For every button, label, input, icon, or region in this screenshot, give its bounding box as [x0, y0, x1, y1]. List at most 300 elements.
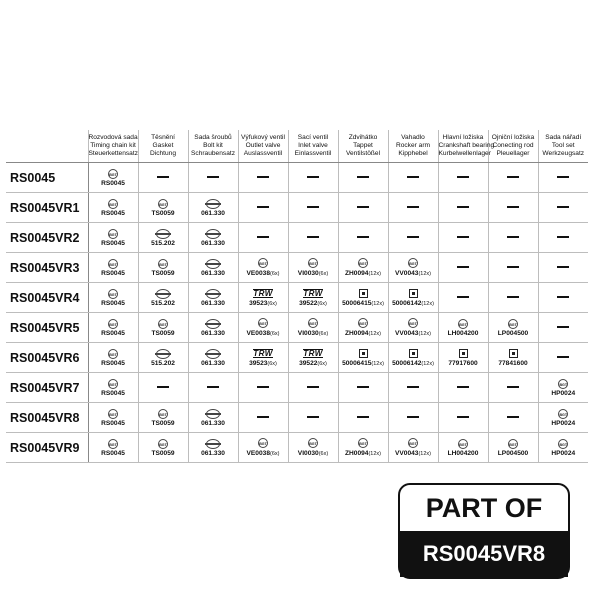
logo-slot — [206, 348, 220, 359]
part-entry — [389, 253, 438, 282]
empty-cell — [388, 223, 438, 253]
empty-cell — [238, 223, 288, 253]
logo-slot — [108, 348, 118, 359]
part-number — [448, 360, 477, 367]
bgt-logo-icon: BGT — [108, 229, 118, 239]
dash-icon — [207, 386, 219, 388]
bgt-logo-icon: BGT — [508, 319, 518, 329]
table-row — [6, 313, 588, 343]
empty-cell — [538, 163, 588, 193]
part-number-text: VE0038 — [246, 449, 270, 457]
part-entry — [89, 433, 138, 462]
part-of-badge — [398, 483, 570, 579]
part-entry — [189, 283, 238, 312]
bgt-logo-icon: BGT — [158, 319, 168, 329]
kit-name: RS0045VR2 — [6, 223, 88, 253]
part-number-text: HP0024 — [551, 450, 576, 457]
nissan-logo-icon — [156, 289, 170, 299]
part-cell — [238, 433, 288, 463]
part-cell — [238, 343, 288, 373]
empty-cell — [538, 253, 588, 283]
bgt-logo-icon: BGT — [258, 318, 268, 328]
empty-cell — [538, 283, 588, 313]
column-header-line: Rocker arm — [395, 142, 431, 149]
part-cell — [138, 433, 188, 463]
logo-slot — [158, 408, 168, 419]
nissan-logo-icon — [206, 289, 220, 299]
logo-slot — [158, 438, 168, 449]
bgt-logo-icon: BGT — [108, 319, 118, 329]
part-number-text: ZH0094 — [345, 329, 369, 337]
part-number — [345, 270, 381, 278]
trw-logo-icon: TRW — [253, 348, 273, 358]
part-quantity: (12x) — [368, 270, 381, 277]
column-header-line: Tappet — [353, 142, 373, 149]
column-header-line: Těsnění — [151, 134, 175, 141]
ina-logo-icon — [409, 289, 418, 298]
table-row — [6, 283, 588, 313]
dash-icon — [407, 386, 419, 388]
dash-icon — [307, 206, 319, 208]
part-cell — [238, 253, 288, 283]
part-cell — [288, 343, 338, 373]
part-entry — [189, 403, 238, 432]
dash-icon — [407, 176, 419, 178]
part-number — [151, 450, 174, 457]
part-entry — [189, 313, 238, 342]
column-header-line: Zdvihátko — [348, 134, 378, 141]
part-number — [201, 330, 225, 337]
part-quantity: (6x) — [267, 300, 277, 307]
bgt-logo-icon: BGT — [158, 409, 168, 419]
empty-cell — [188, 373, 238, 403]
part-number — [498, 360, 527, 367]
part-cell — [88, 223, 138, 253]
column-header-line: Werkzeugsatz — [542, 150, 585, 157]
empty-cell — [538, 193, 588, 223]
part-number-text: LP004500 — [497, 450, 529, 457]
empty-cell — [238, 193, 288, 223]
logo-slot — [303, 288, 323, 299]
logo-slot — [158, 198, 168, 209]
part-number — [298, 330, 328, 338]
column-header — [388, 130, 438, 163]
part-cell — [188, 313, 238, 343]
table-row — [6, 433, 588, 463]
bgt-logo-icon: BGT — [358, 318, 368, 328]
part-entry — [89, 343, 138, 372]
column-header-line: Sada šroubů — [194, 134, 232, 141]
part-number — [101, 210, 125, 217]
part-cell — [188, 343, 238, 373]
part-entry — [339, 313, 388, 342]
part-entry — [289, 433, 338, 462]
part-number-text: RS0045 — [101, 360, 125, 367]
part-entry — [289, 283, 338, 312]
part-number-text: VV0043 — [395, 269, 419, 277]
part-entry — [439, 343, 488, 372]
part-number — [151, 420, 174, 427]
logo-slot — [108, 378, 118, 389]
part-quantity: (12x) — [371, 300, 384, 307]
nissan-logo-icon — [206, 409, 220, 419]
part-number-text: 061.330 — [201, 210, 225, 217]
dash-icon — [307, 416, 319, 418]
bgt-logo-icon: BGT — [458, 439, 468, 449]
part-number-text: LH004200 — [447, 330, 479, 337]
logo-slot — [108, 318, 118, 329]
part-number-text: TS0059 — [151, 420, 175, 427]
part-cell — [188, 433, 238, 463]
bgt-logo-icon: BGT — [308, 438, 318, 448]
dash-icon — [357, 206, 369, 208]
part-cell — [388, 343, 438, 373]
part-number-text: 50006142 — [392, 359, 422, 367]
part-cell — [88, 253, 138, 283]
badge-title: PART OF — [425, 492, 543, 523]
logo-slot — [358, 438, 368, 449]
logo-slot — [308, 438, 318, 449]
logo-slot — [206, 198, 220, 209]
part-number — [249, 360, 277, 368]
part-entry — [539, 433, 589, 462]
part-number-text: HP0024 — [551, 420, 576, 427]
dash-icon — [507, 416, 519, 418]
header-corner — [6, 130, 88, 163]
empty-cell — [338, 193, 388, 223]
part-number-text: 515.202 — [151, 240, 175, 247]
empty-cell — [288, 193, 338, 223]
dash-icon — [457, 206, 469, 208]
logo-slot — [558, 378, 568, 389]
logo-slot — [358, 318, 368, 329]
empty-cell — [388, 163, 438, 193]
part-entry — [139, 193, 188, 222]
table-row — [6, 343, 588, 373]
logo-slot — [156, 348, 170, 359]
part-entry — [239, 283, 288, 312]
part-entry — [139, 283, 188, 312]
bgt-logo-icon: BGT — [108, 289, 118, 299]
dash-icon — [257, 416, 269, 418]
part-cell — [88, 163, 138, 193]
part-number — [101, 270, 125, 277]
empty-cell — [138, 373, 188, 403]
part-entry — [189, 253, 238, 282]
bgt-logo-icon: BGT — [458, 319, 468, 329]
column-header-line: Sada nářadí — [545, 134, 582, 141]
empty-cell — [488, 403, 538, 433]
logo-slot — [206, 408, 220, 419]
logo-slot — [409, 288, 418, 299]
logo-slot — [258, 258, 268, 269]
part-number — [392, 300, 434, 308]
column-header — [138, 130, 188, 163]
part-cell — [388, 313, 438, 343]
part-quantity: (6x) — [317, 300, 327, 307]
logo-slot — [253, 288, 273, 299]
bgt-logo-icon: BGT — [158, 439, 168, 449]
column-header-line: Gasket — [152, 142, 174, 149]
part-number — [342, 300, 384, 308]
logo-slot — [358, 258, 368, 269]
column-header-line: Tool set — [551, 142, 575, 149]
part-entry — [489, 433, 538, 462]
column-header-line: Kurbelwellenlager — [438, 150, 491, 157]
part-number — [249, 300, 277, 308]
table-row — [6, 193, 588, 223]
nissan-logo-icon — [206, 259, 220, 269]
part-number-text: 061.330 — [201, 330, 225, 337]
part-cell — [188, 403, 238, 433]
dash-icon — [507, 236, 519, 238]
part-cell — [188, 223, 238, 253]
column-header-line: Auslassventil — [243, 150, 283, 157]
dash-icon — [407, 206, 419, 208]
logo-slot — [158, 318, 168, 329]
part-number — [201, 210, 225, 217]
part-entry — [389, 313, 438, 342]
bgt-logo-icon: BGT — [258, 258, 268, 268]
part-number — [101, 330, 125, 337]
part-quantity: (12x) — [421, 300, 434, 307]
empty-cell — [388, 193, 438, 223]
part-entry — [89, 253, 138, 282]
dash-icon — [157, 176, 169, 178]
badge-kit-code: RS0045VR8 — [400, 531, 568, 577]
part-number — [151, 270, 174, 277]
dash-icon — [257, 386, 269, 388]
part-number-text: RS0045 — [101, 270, 125, 277]
ina-logo-icon — [459, 349, 468, 358]
dash-icon — [257, 206, 269, 208]
part-cell — [138, 253, 188, 283]
empty-cell — [188, 163, 238, 193]
part-number — [101, 420, 125, 427]
part-number-text: TS0059 — [151, 450, 175, 457]
part-cell — [138, 223, 188, 253]
column-header-line: Einlassventil — [294, 150, 332, 157]
column-header — [538, 130, 588, 163]
part-cell — [388, 283, 438, 313]
empty-cell — [538, 223, 588, 253]
part-number — [201, 270, 225, 277]
part-number — [151, 330, 174, 337]
part-number-text: RS0045 — [101, 180, 125, 187]
empty-cell — [538, 343, 588, 373]
trw-logo-icon: TRW — [303, 348, 323, 358]
bgt-logo-icon: BGT — [558, 439, 568, 449]
dash-icon — [207, 176, 219, 178]
dash-icon — [257, 236, 269, 238]
logo-slot — [409, 348, 418, 359]
part-entry — [239, 313, 288, 342]
empty-cell — [438, 373, 488, 403]
column-header — [488, 130, 538, 163]
part-entry — [339, 283, 388, 312]
part-quantity: (6x) — [269, 450, 280, 457]
part-entry — [139, 433, 188, 462]
part-number — [299, 300, 327, 308]
part-number-text: 515.202 — [151, 360, 175, 367]
part-number — [345, 450, 381, 458]
bgt-logo-icon: BGT — [108, 259, 118, 269]
part-cell — [438, 433, 488, 463]
logo-slot — [458, 438, 468, 449]
part-entry — [289, 253, 338, 282]
part-cell — [538, 433, 588, 463]
column-header-line: Vahadlo — [401, 134, 425, 141]
part-number — [101, 450, 125, 457]
empty-cell — [388, 403, 438, 433]
part-entry — [239, 433, 288, 462]
part-cell — [538, 403, 588, 433]
bgt-logo-icon: BGT — [408, 318, 418, 328]
part-number-text: RS0045 — [101, 390, 125, 397]
logo-slot — [108, 288, 118, 299]
logo-slot — [408, 318, 418, 329]
part-number-text: 515.202 — [151, 300, 175, 307]
kit-name: RS0045 — [6, 163, 88, 193]
empty-cell — [338, 403, 388, 433]
part-number — [151, 300, 175, 307]
logo-slot — [308, 318, 318, 329]
part-quantity: (6x) — [317, 360, 327, 367]
logo-slot — [258, 438, 268, 449]
kit-name: RS0045VR8 — [6, 403, 88, 433]
part-cell — [388, 253, 438, 283]
dash-icon — [507, 176, 519, 178]
part-number-text: TS0059 — [151, 270, 175, 277]
part-entry — [189, 223, 238, 252]
part-number-text: 39522 — [299, 299, 318, 307]
kit-name: RS0045VR9 — [6, 433, 88, 463]
part-number-text: RS0045 — [101, 300, 125, 307]
part-entry — [89, 163, 138, 192]
part-entry — [439, 313, 488, 342]
part-entry — [139, 403, 188, 432]
bgt-logo-icon: BGT — [508, 439, 518, 449]
part-entry — [189, 193, 238, 222]
part-number-text: 061.330 — [201, 240, 225, 247]
logo-slot — [206, 258, 220, 269]
part-number — [151, 240, 175, 247]
bgt-logo-icon: BGT — [308, 258, 318, 268]
column-header — [238, 130, 288, 163]
empty-cell — [438, 193, 488, 223]
kit-name: RS0045VR6 — [6, 343, 88, 373]
column-header-line: Rozvodová sada — [88, 134, 138, 141]
bgt-logo-icon: BGT — [108, 349, 118, 359]
part-cell — [188, 283, 238, 313]
ina-logo-icon — [359, 349, 368, 358]
bgt-logo-icon: BGT — [258, 438, 268, 448]
empty-cell — [238, 403, 288, 433]
column-header-line: Conecting rod — [492, 142, 534, 149]
logo-slot — [308, 258, 318, 269]
logo-slot — [408, 438, 418, 449]
part-cell — [538, 373, 588, 403]
empty-cell — [288, 403, 338, 433]
part-cell — [88, 313, 138, 343]
logo-slot — [459, 348, 468, 359]
kit-name: RS0045VR3 — [6, 253, 88, 283]
part-number-text: VI0030 — [297, 329, 319, 337]
part-number — [101, 390, 125, 397]
column-header-line: Inlet valve — [298, 142, 328, 149]
bgt-logo-icon: BGT — [158, 259, 168, 269]
part-number-text: HP0024 — [551, 390, 576, 397]
part-cell — [88, 193, 138, 223]
part-quantity: (12x) — [418, 330, 431, 337]
part-number — [342, 360, 384, 368]
dash-icon — [307, 176, 319, 178]
logo-slot — [206, 438, 220, 449]
part-entry — [539, 403, 589, 432]
part-entry — [139, 253, 188, 282]
logo-slot — [508, 318, 518, 329]
logo-slot — [253, 348, 273, 359]
part-entry — [89, 313, 138, 342]
part-number-text: ZH0094 — [345, 449, 369, 457]
column-header-line: Bolt kit — [203, 142, 223, 149]
part-quantity: (12x) — [368, 450, 381, 457]
column-header-line: Schraubensatz — [191, 150, 235, 157]
empty-cell — [338, 373, 388, 403]
bgt-logo-icon: BGT — [358, 438, 368, 448]
dash-icon — [507, 266, 519, 268]
empty-cell — [338, 163, 388, 193]
part-cell — [138, 403, 188, 433]
dash-icon — [557, 326, 569, 328]
nissan-logo-icon — [206, 229, 220, 239]
logo-slot — [558, 408, 568, 419]
part-number — [551, 420, 575, 427]
part-entry — [339, 343, 388, 372]
dash-icon — [357, 176, 369, 178]
bgt-logo-icon: BGT — [408, 438, 418, 448]
part-number-text: RS0045 — [101, 240, 125, 247]
part-number — [551, 450, 575, 457]
part-cell — [288, 313, 338, 343]
part-cell — [238, 283, 288, 313]
part-entry — [339, 433, 388, 462]
dash-icon — [357, 416, 369, 418]
part-cell — [138, 283, 188, 313]
part-number — [101, 240, 125, 247]
part-entry — [289, 313, 338, 342]
dash-icon — [507, 206, 519, 208]
empty-cell — [338, 223, 388, 253]
part-entry — [339, 253, 388, 282]
part-cell — [338, 433, 388, 463]
logo-slot — [158, 258, 168, 269]
part-number — [247, 450, 280, 458]
part-entry — [539, 373, 589, 402]
part-number-text: ZH0094 — [345, 269, 369, 277]
part-number — [101, 360, 125, 367]
logo-slot — [408, 258, 418, 269]
part-entry — [389, 283, 438, 312]
part-number-text: VV0043 — [395, 449, 419, 457]
kit-name: RS0045VR5 — [6, 313, 88, 343]
part-quantity: (12x) — [371, 360, 384, 367]
column-header — [338, 130, 388, 163]
column-header-line: Crankshaft bearing — [438, 142, 495, 149]
part-entry — [89, 283, 138, 312]
empty-cell — [488, 373, 538, 403]
dash-icon — [157, 386, 169, 388]
